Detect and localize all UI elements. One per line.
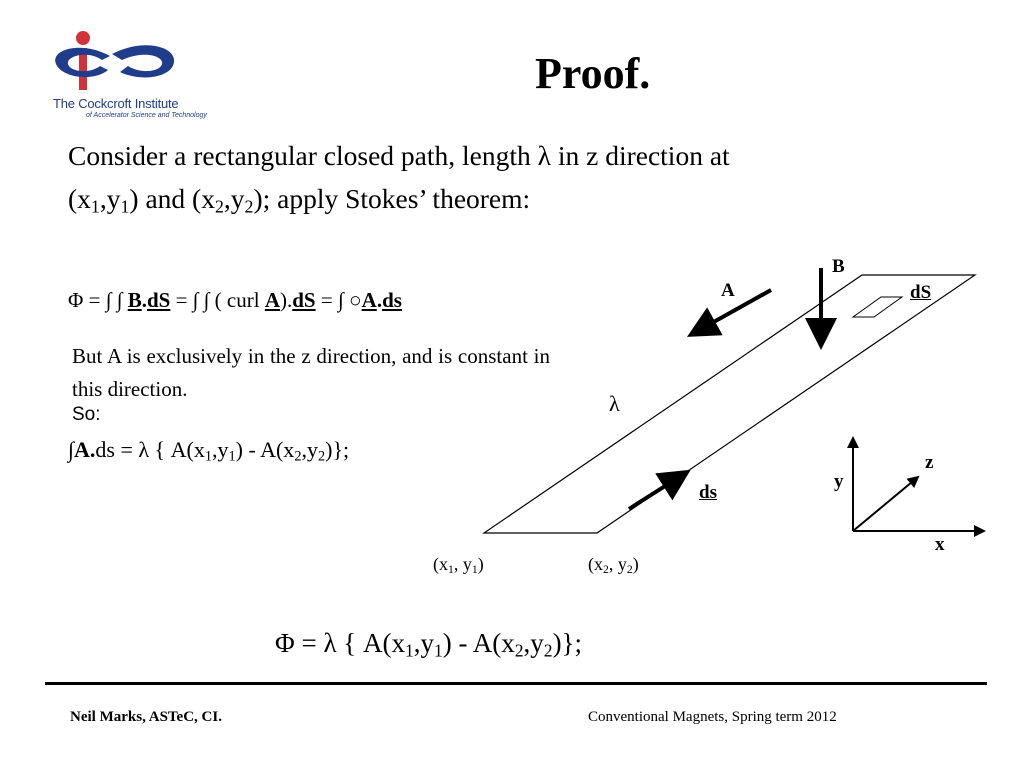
int-sign: ∫ <box>68 437 75 462</box>
res-part: ,y <box>523 628 544 658</box>
eq-A: A <box>264 288 280 312</box>
res-part: )}; <box>552 628 583 658</box>
int-part: ,y <box>301 437 318 462</box>
res-sub: 1 <box>405 640 414 661</box>
axis-label-z: z <box>925 452 934 473</box>
label-A: A <box>721 280 735 301</box>
eq-part: ). <box>280 288 293 312</box>
eq-part: . <box>376 288 383 312</box>
eq-dS: dS <box>292 288 316 312</box>
logo-name: The Cockcroft Institute <box>53 96 179 111</box>
int-ds: ds <box>95 437 115 462</box>
int-part: = λ { A(x <box>114 437 205 462</box>
eq-ds: ds <box>382 288 402 312</box>
intro-sub: 1 <box>90 196 100 217</box>
intro-part: ,y <box>223 183 245 214</box>
intro-part: ); apply Stokes’ theorem: <box>253 183 531 214</box>
label-B: B <box>832 256 845 277</box>
res-part: Φ = λ { A(x <box>275 628 406 658</box>
corner-label-2 <box>588 554 639 575</box>
corner-sub: 2 <box>603 562 609 576</box>
int-sub: 2 <box>317 448 326 465</box>
corner-label-1 <box>433 554 484 575</box>
logo-tagline: of Accelerator Science and Technology <box>86 112 207 119</box>
corner-part: ) <box>632 554 639 574</box>
footer-course: Conventional Magnets, Spring term 2012 <box>588 709 837 725</box>
label-lambda: λ <box>609 391 620 416</box>
axis-label-y: y <box>834 471 844 492</box>
corner-part: (x <box>433 554 448 574</box>
int-sub: 1 <box>228 448 236 465</box>
int-part: ) - A(x <box>235 437 295 462</box>
int-sub: 2 <box>294 448 302 465</box>
corner-part: (x <box>588 554 603 574</box>
so-label: So: <box>72 404 101 425</box>
label-dS: dS <box>910 282 932 303</box>
intro-line1b: in z direction at <box>550 140 730 171</box>
int-sub: 1 <box>204 448 212 465</box>
res-sub: 2 <box>514 640 524 661</box>
intro-line1: Consider a rectangular closed path, length <box>68 140 531 171</box>
label-ds: ds <box>699 482 717 503</box>
intro-part: ) and (x <box>129 183 215 214</box>
int-part: )}; <box>325 437 350 462</box>
eq-B: B <box>127 288 142 312</box>
eq-part: = ∫ ∫ ( curl <box>170 288 265 312</box>
res-sub: 2 <box>543 640 553 661</box>
footer-author: Neil Marks, ASTeC, CI. <box>70 709 222 725</box>
surface-element-dS <box>853 297 902 317</box>
ds-arrow <box>629 474 684 509</box>
result-equation <box>275 628 582 659</box>
footer-divider <box>45 682 987 685</box>
corner-sub: 2 <box>626 562 633 576</box>
eq-part: Φ = ∫ ∫ <box>68 288 128 312</box>
intro-sub: 2 <box>214 196 224 217</box>
corner-sub: 1 <box>448 562 454 576</box>
corner-sub: 1 <box>471 562 478 576</box>
intro-sub: 2 <box>244 196 254 217</box>
z-axis <box>853 477 918 531</box>
slide-title: Proof. <box>535 49 651 98</box>
intro-part: (x <box>68 183 91 214</box>
corner-part: , y <box>453 554 472 574</box>
eq-A: A <box>361 288 377 312</box>
corner-part: ) <box>477 554 484 574</box>
eq-dS: dS <box>146 288 171 312</box>
eq-part: = ∫ ○ <box>315 288 362 312</box>
res-part: ,y <box>413 628 435 658</box>
res-sub: 1 <box>434 640 443 661</box>
axis-label-x: x <box>935 534 945 555</box>
int-part: ,y <box>212 437 229 462</box>
intro-lambda: λ <box>537 140 551 171</box>
res-part: ) - A(x <box>442 628 515 658</box>
corner-part: , y <box>608 554 627 574</box>
intro-part: ,y <box>99 183 121 214</box>
int-A: A. <box>74 437 96 462</box>
intro-sub: 1 <box>120 196 130 217</box>
explanation-paragraph: But A is exclusively in the z direction, and is constant in this direction. <box>72 344 550 401</box>
eq-part: . <box>141 288 147 312</box>
